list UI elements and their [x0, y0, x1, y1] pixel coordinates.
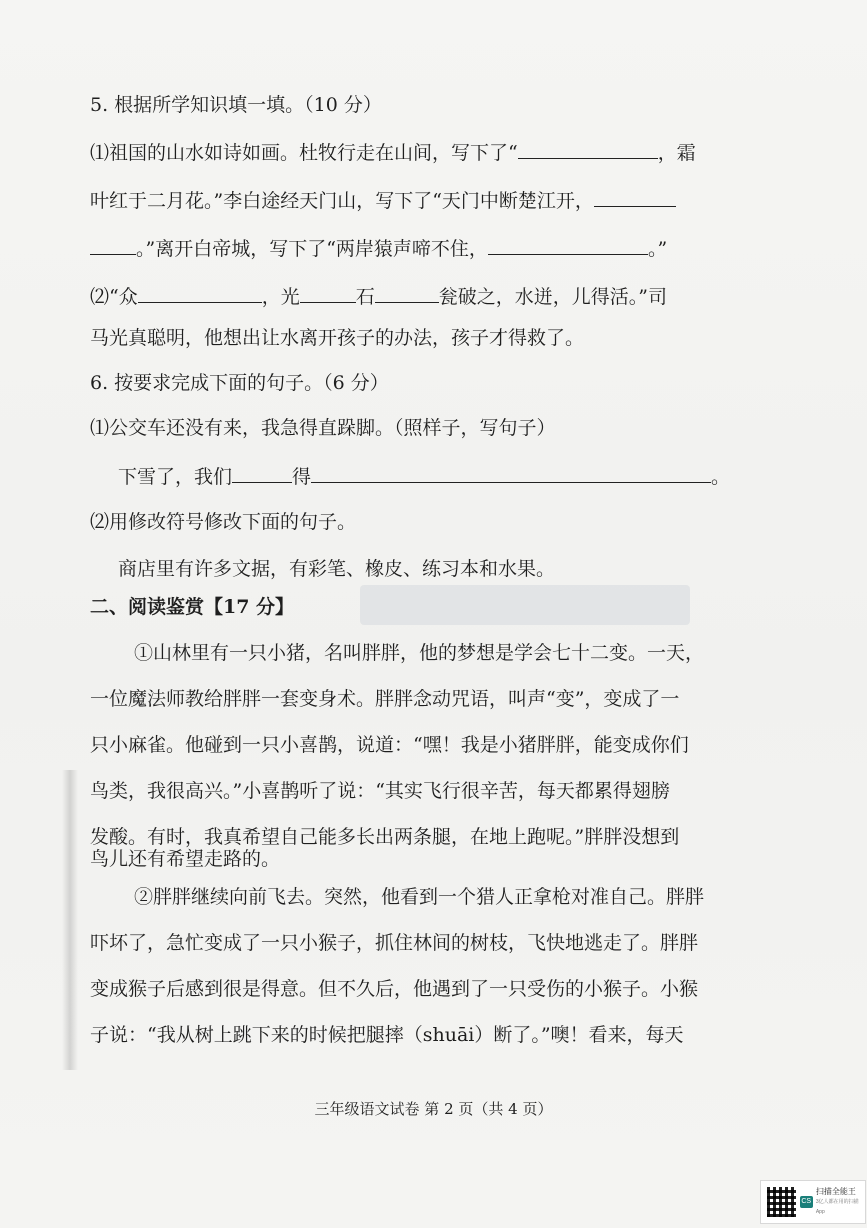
q5-line4: [90, 283, 667, 310]
q5-l2-text-a: 叶红于二月花。”李白途经天门山，写下了“天门中断楚江开，: [90, 190, 594, 212]
passage-line: 鸟儿还有希望走路的。: [90, 848, 281, 870]
scanner-watermark: [760, 1180, 866, 1224]
q5-l1-text-b: ，霜: [657, 142, 696, 164]
q6-l2-text-a: 下雪了，我们: [118, 466, 233, 488]
answer-blank[interactable]: [518, 139, 658, 159]
answer-blank[interactable]: [594, 187, 676, 207]
passage-line: 鸟类，我很高兴。”小喜鹊听了说：“其实飞行很辛苦，每天都累得翅膀: [90, 780, 670, 802]
qr-code-icon: [767, 1187, 796, 1217]
q6-line4: 商店里有许多文据，有彩笔、橡皮、练习本和水果。: [118, 558, 556, 580]
cs-logo-icon: CS: [800, 1196, 813, 1208]
answer-blank[interactable]: [232, 463, 292, 483]
q5-line1: [90, 139, 696, 166]
section2-title: 二、阅读鉴赏【17 分】: [90, 596, 295, 618]
q6-line1: ⑴公交车还没有来，我急得直跺脚。（照样子，写句子）: [90, 417, 556, 439]
answer-blank[interactable]: [375, 283, 439, 303]
q6-l2-text-b: 得: [292, 466, 312, 488]
watermark-sub: 3亿人都在用的扫描App: [815, 1199, 859, 1215]
q5-l4-text-c: 石: [355, 286, 375, 308]
ink-bleed-through: [360, 585, 690, 625]
passage-line: 变成猴子后感到很是得意。但不久后，他遇到了一只受伤的小猴子。小猴: [90, 978, 699, 1000]
q5-line5: 马光真聪明，他想出让水离开孩子的办法，孩子才得救了。: [90, 327, 585, 349]
answer-blank[interactable]: [300, 283, 356, 303]
page-footer: 三年级语文试卷 第 2 页（共 4 页）: [314, 1100, 553, 1118]
q5-line2: [90, 187, 676, 214]
passage-line: ①山林里有一只小猪，名叫胖胖，他的梦想是学会七十二变。一天，: [134, 642, 705, 664]
passage-line: 吓坏了，急忙变成了一只小猴子，抓住林间的树枝，飞快地逃走了。胖胖: [90, 932, 699, 954]
q6-line3: ⑵用修改符号修改下面的句子。: [90, 511, 357, 533]
q5-title: 5. 根据所学知识填一填。（10 分）: [90, 94, 382, 116]
q5-l3-text-b: 。”: [647, 238, 668, 260]
passage-line: 一位魔法师教给胖胖一套变身术。胖胖念动咒语，叫声“变”，变成了一: [90, 688, 680, 710]
passage-line: ②胖胖继续向前飞去。突然，他看到一个猎人正拿枪对准自己。胖胖: [134, 886, 705, 908]
passage-line: 子说：“我从树上跳下来的时候把腿摔（shuāi）断了。”噢！看来，每天: [90, 1024, 684, 1046]
q6-line2: [118, 463, 730, 490]
scan-shadow: [62, 770, 78, 1070]
q6-l2-text-c: 。: [711, 466, 731, 488]
passage-line: 发酸。有时，我真希望自己能多长出两条腿，在地上跑呢。”胖胖没想到: [90, 826, 680, 848]
q5-l4-text-d: 瓮破之，水迸，儿得活。”司: [438, 286, 667, 308]
answer-blank[interactable]: [488, 235, 648, 255]
q6-title: 6. 按要求完成下面的句子。（6 分）: [90, 372, 389, 394]
q5-l3-text-a: 。”离开白帝城，写下了“两岸猿声啼不住，: [136, 238, 488, 260]
q5-l1-text-a: ⑴祖国的山水如诗如画。杜牧行走在山间，写下了“: [90, 142, 518, 164]
q5-line3: [90, 235, 667, 262]
q5-l4-text-b: ，光: [261, 286, 300, 308]
q5-l4-text-a: ⑵“众: [90, 286, 138, 308]
watermark-name: 扫描全能王: [815, 1187, 856, 1196]
answer-blank[interactable]: [138, 283, 262, 303]
passage-line: 只小麻雀。他碰到一只小喜鹊，说道：“嘿！我是小猪胖胖，能变成你们: [90, 734, 689, 756]
answer-blank[interactable]: [90, 235, 136, 255]
answer-blank[interactable]: [311, 463, 711, 483]
